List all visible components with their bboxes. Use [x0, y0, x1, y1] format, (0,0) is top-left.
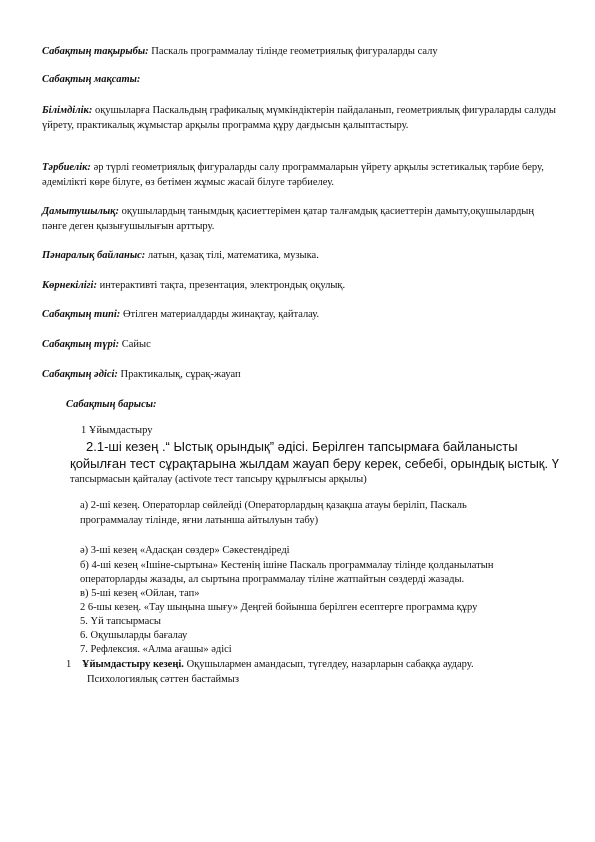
kind-label: Сабақтың түрі: — [42, 339, 120, 350]
method-text: Практикалық, сұрақ-жауап — [117, 369, 241, 380]
org-bold: Ұйымдастыру кезеңі. — [81, 659, 184, 670]
links-label: Пәнаралық байланыс: — [42, 250, 146, 261]
list-item: қойылған тест сұрақтарына жылдам жауап беру керек, себебі, орындық ыстық. Ү — [70, 456, 559, 471]
topic-text: Паскаль программалау тілінде геометриялық фигураларды салу — [148, 46, 438, 57]
links-line — [42, 248, 559, 263]
goals-label: Сабақтың мақсаты: — [42, 74, 141, 85]
method-line — [42, 367, 559, 382]
development-label: Дамытушылық: — [42, 206, 119, 217]
topic-label: Сабақтың тақырыбы: — [42, 46, 149, 57]
list-item: тапсырмасын қайталау (activote тест тапсыру құрылғысы арқылы) — [70, 474, 367, 485]
org-text: Оқушылармен амандасып, түгелдеу, назарларын сабаққа аудару. — [183, 659, 474, 670]
list-item: программалау тілінде, яғни латынша айтылуын табу) — [80, 515, 319, 526]
upbringing-text: әр түрлі геометриялық фигураларды салу программаларын үйрету арқылы эстетикалық тәрбие беру, әдемілікті көре білуге, өз бетімен жұмыс жасай білуге тәрбиелеу. — [42, 162, 544, 188]
edu-paragraph — [42, 103, 559, 133]
progress-heading — [66, 397, 559, 412]
list-item: 6. Оқушыларды бағалау — [80, 630, 188, 641]
type-line — [42, 307, 559, 322]
edu-text: оқушыларға Паскальдың графикалық мүмкіндіктерін пайдаланып, геометриялық фигураларды салуды үйрету, практикалық жұмыстар арқылы программа құру дағдысын қалыптастыру. — [42, 105, 556, 131]
list-item: б) 4-ші кезең «Ішіне-сыртына» Кестенің ішіне Паскаль программалау тілінде қолданылатын — [80, 560, 494, 571]
development-text: оқушылардың танымдық қасиеттерімен қатар талғамдық қасиеттерін дамыту,оқушылардың пәнге деген қызығушылығын арттыру. — [42, 206, 534, 232]
links-text: латын, қазақ тілі, математика, музыка. — [145, 250, 319, 261]
list-item: 7. Рефлексия. «Алма ағашы» әдісі — [80, 644, 232, 655]
goals-line — [42, 72, 559, 87]
type-label: Сабақтың типі: — [42, 309, 121, 320]
type-text: Өтілген материалдарды жинақтау, қайталау. — [120, 309, 320, 320]
org-number: 1 — [66, 659, 72, 670]
method-label: Сабақтың әдісі: — [42, 369, 118, 380]
kind-text: Сайыс — [119, 339, 151, 350]
list-item: 5. Үй тапсырмасы — [80, 616, 161, 627]
visual-label: Көрнекілігі: — [42, 280, 97, 291]
development-paragraph — [42, 204, 559, 234]
upbringing-paragraph — [42, 160, 559, 190]
list-item: 2 6-шы кезең. «Тау шыңына шығу» Деңгей бойынша берілген есептерге программа құру — [80, 602, 478, 613]
list-item: операторларды жазады, ал сыртына программалау тіліне жатпайтын сөздерді жазады. — [80, 574, 465, 585]
list-item: ә) 3-ші кезең «Адасқан сөздер» Сәкестендіреді — [80, 545, 290, 556]
list-item: а) 2-ші кезең. Операторлар сөйлейді (Операторлардың қазақша атауы беріліп, Паскаль — [80, 500, 467, 511]
upbringing-label: Тәрбиелік: — [42, 162, 91, 173]
edu-label: Білімділік: — [42, 105, 93, 116]
visual-text: интерактивті тақта, презентация, электрондық оқулық. — [96, 280, 346, 291]
list-item: 2.1-ші кезең .“ Ыстық орындық” әдісі. Берілген тапсырмаға байланысты — [86, 439, 518, 454]
progress-label: Сабақтың барысы: — [66, 399, 157, 410]
visual-line — [42, 278, 559, 293]
list-item: в) 5-ші кезең «Ойлан, тап» — [80, 588, 200, 599]
topic-line — [42, 44, 559, 59]
psych-line: Психологиялық сәттен бастаймыз — [87, 674, 239, 685]
org-stage-line — [66, 657, 559, 672]
list-item: 1 Ұйымдастыру — [81, 425, 153, 436]
kind-line — [42, 337, 559, 352]
